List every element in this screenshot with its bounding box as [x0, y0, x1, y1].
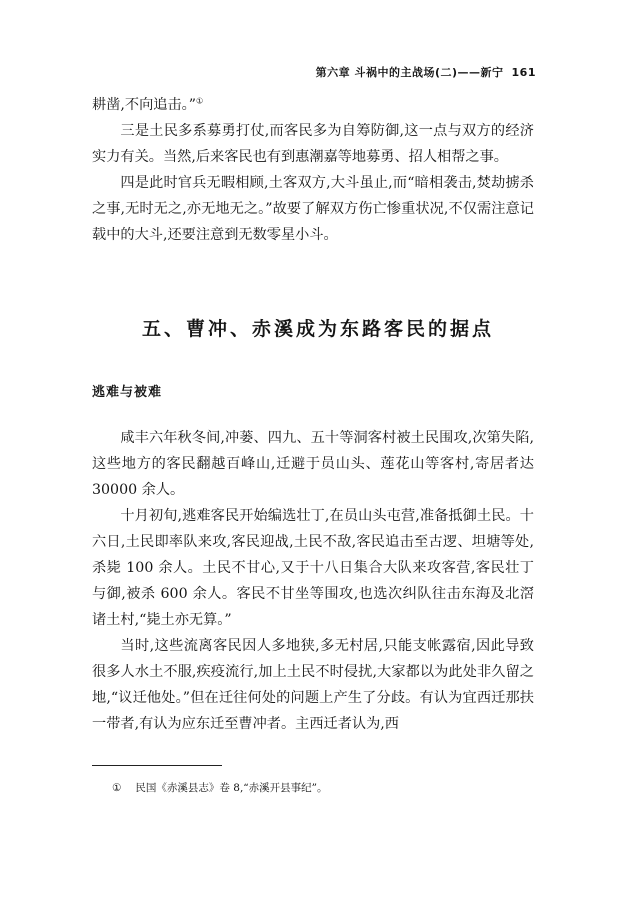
chapter-title: 第六章 斗祸中的主战场(二)——新宁 [315, 66, 504, 79]
paragraph: 十月初旬,逃难客民开始编选壮丁,在员山头屯营,准备抵御土民。十六日,土民即率队来攻,客民迎战,土民不敌,客民追击至古逻、坦塘等处,杀毙 100 余人。土民不甘心,又于十八日集合大队来攻客营,客民壮丁与御,被杀 600 余人。客民不甘坐等围攻,也选次纠队往击东海及北滘诸土村,“毙土亦无算。” [92, 508, 534, 628]
paragraph: 三是土民多系募勇打仗,而客民多为自筹防御,这一点与双方的经济实力有关。当然,后来客民也有到惠潮嘉等地募勇、招人相帮之事。 [92, 123, 534, 165]
subsection-title: 逃难与被难 [92, 385, 163, 400]
running-header [316, 64, 536, 80]
footnote-marker: ① [195, 96, 204, 106]
section-title: 五、曹冲、赤溪成为东路客民的据点 [141, 318, 494, 340]
footnote-number: ① [112, 782, 122, 794]
bottom-text-block [92, 425, 534, 737]
page-number: 161 [511, 66, 536, 79]
paragraph: 当时,这些流离客民因人多地狭,多无村居,只能支帐露宿,因此导致很多人水土不服,疾疫流行,加上土民不时侵扰,大家都以为此处非久留之地,“议迁他处。”但在迁往何处的问题上产生了分歧。有认为宜西迁那扶一带者,有认为应东迁至曹冲者。主西迁者认为,西 [92, 638, 534, 732]
footnote-text: 民国《赤溪县志》卷 8,“赤溪开县事纪”。 [135, 782, 328, 794]
paragraph: 咸丰六年秋冬间,冲蒌、四九、五十等洞客村被土民围攻,次第失陷,这些地方的客民翻越百峰山,迁避于员山头、莲花山等客村,寄居者达 30000 余人。 [92, 430, 534, 498]
footnote-divider [92, 765, 222, 766]
paragraph-continuation: 耕凿,不向追击。”① [92, 96, 204, 113]
footnote [112, 780, 328, 795]
paragraph: 四是此时官兵无暇相顾,土客双方,大斗虽止,而“暗相袭击,焚劫掳杀之事,无时无之,亦无地无之。”故要了解双方伤亡惨重状况,不仅需注意记载中的大斗,还要注意到无数零星小斗。 [92, 175, 534, 243]
top-text-block [92, 92, 534, 248]
